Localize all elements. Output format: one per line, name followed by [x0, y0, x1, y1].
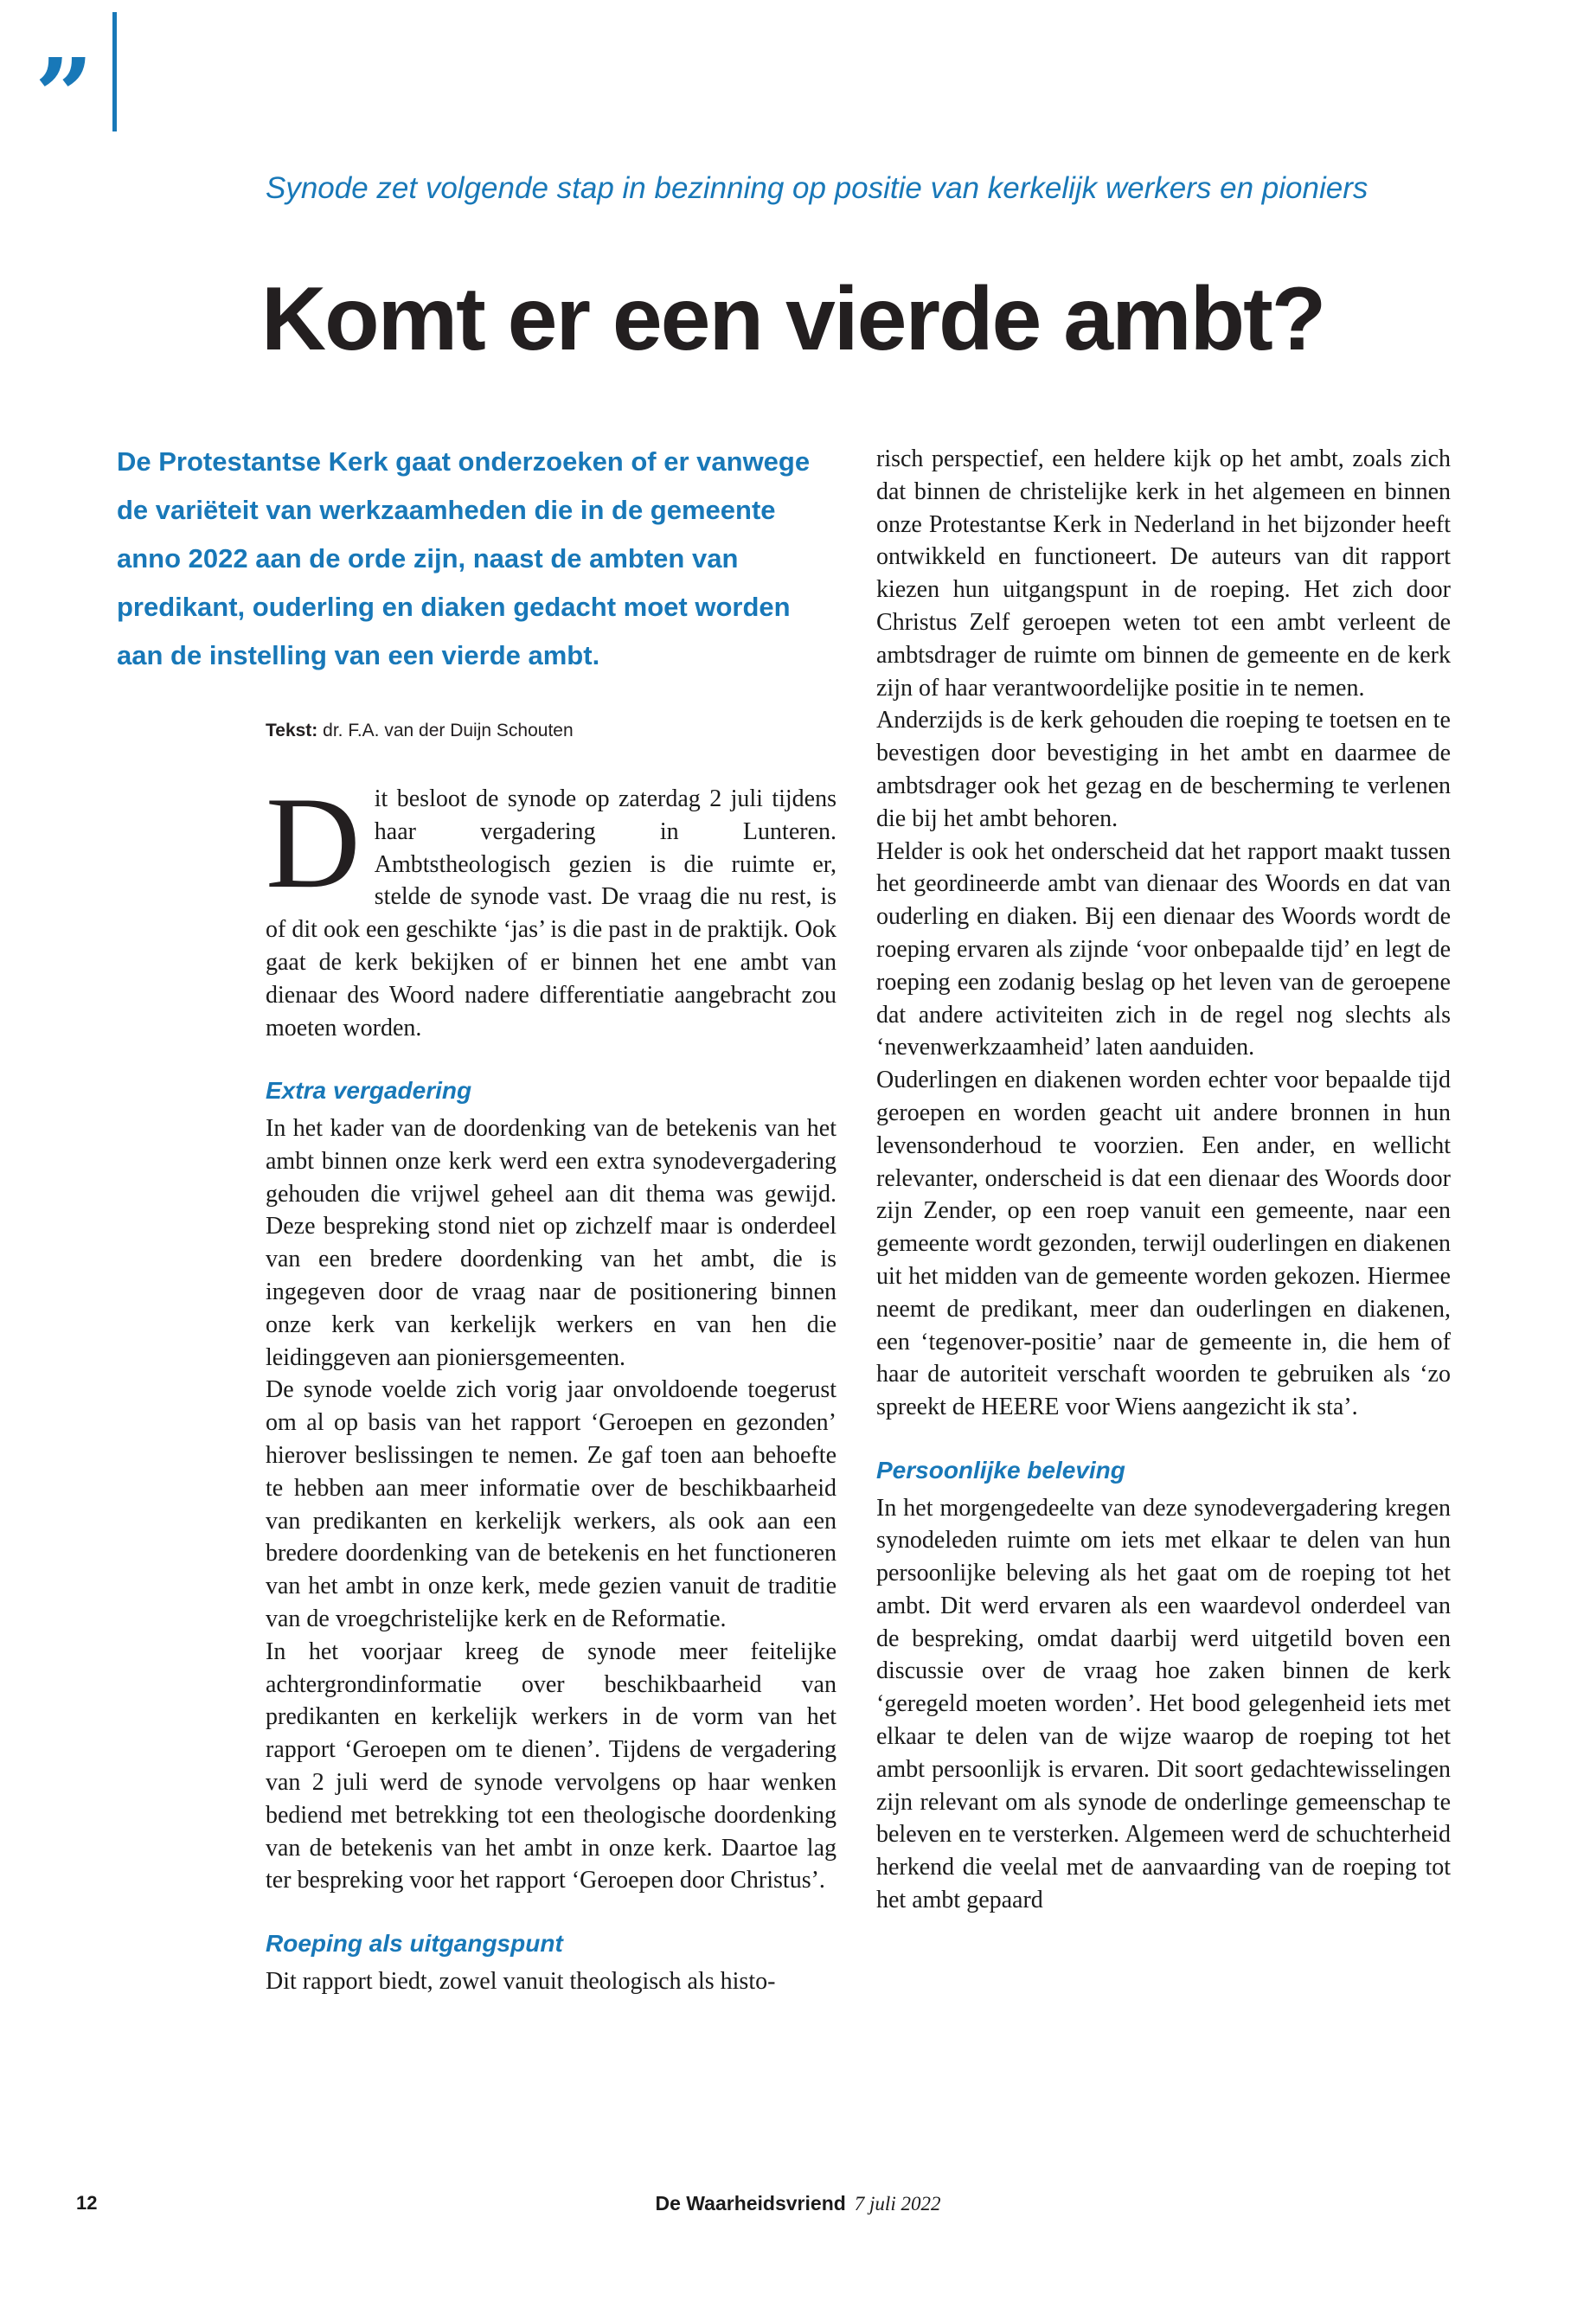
byline [266, 721, 574, 741]
kicker: Synode zet volgende stap in bezinning op positie van kerkelijk werkers en pioniers [266, 171, 1368, 205]
paragraph: De synode voelde zich vorig jaar onvoldoende toegerust om al op basis van het rapport ‘Geroepen en gezonden’ hierover beslissingen te nemen. Ze gaf toen aan behoefte te hebben aan meer informatie over de beschikbaarheid van predikanten en kerkelijk werkers, als ook aan een bredere doordenking van de betekenis en het functioneren van het ambt in onze kerk, mede gezien vanuit de traditie van de vroegchristelijke kerk en de Reformatie. [266, 1376, 836, 1632]
left-column [266, 770, 836, 1997]
paragraph: In het voorjaar kreeg de synode meer feitelijke achtergrondinformatie over beschikbaarheid van predikanten en kerkelijk werkers in de vorm van het rapport ‘Geroepen om te dienen’. Tijdens de vergadering van 2 juli werd de synode vervolgens op haar wenken bediend met betrekking tot een theologische doordenking van de betekenis van het ambt in onze kerk. Daartoe lag ter bespreking voor het rapport ‘Geroepen door Christus’. [266, 1638, 836, 1894]
paragraph: risch perspectief, een heldere kijk op het ambt, zoals zich dat binnen de christelijke kerk in het algemeen en binnen onze Protestantse Kerk in Nederland in het bijzonder heeft ontwikkeld en functioneert. De auteurs van dit rapport kiezen hun uitgangspunt in de roeping. Het zich door Christus Zelf geroepen weten tot een ambt verleent de ambtsdrager de ruimte om binnen de gemeente en de kerk zijn of haar verantwoordelijke positie in te nemen. [876, 445, 1451, 702]
paragraph: Anderzijds is de kerk gehouden die roeping te toetsen en te bevestigen door bevestiging in het ambt en daarmee de ambtsdrager ook het gezag en de bescherming te verlenen die bij het ambt behoren. [876, 707, 1451, 832]
page-footer [0, 2192, 1596, 2215]
pull-quote-icon: ” [35, 35, 93, 156]
section-heading-persoonlijke-beleving: Persoonlijke beleving [876, 1456, 1125, 1484]
page-number: 12 [76, 2192, 98, 2214]
paragraph: Helder is ook het onderscheid dat het rapport maakt tussen het geordineerde ambt van dienaar des Woords en dat van ouderling en diaken. Bij een dienaar des Woords wordt de roeping ervaren als zijnde ‘voor onbepaalde tijd’ en legt de roeping een zodanig beslag op het leven van de geroepene dat andere activiteiten zich in de regel nog slechts als ‘nevenwerkzaamheid’ laten aanduiden. [876, 837, 1451, 1061]
vertical-rule [112, 12, 117, 131]
section-heading-extra-vergadering: Extra vergadering [266, 1077, 472, 1105]
paragraph: Dit rapport biedt, zowel vanuit theologisch als histo- [266, 1967, 776, 1995]
intro-paragraph [266, 770, 836, 1044]
paragraph: In het kader van de doordenking van de betekenis van het ambt binnen onze kerk werd een extra synodevergadering gehouden die vrijwel geheel aan dit thema was gewijd. Deze bespreking stond niet op zichzelf maar is onderdeel van een bredere doordenking van het ambt, die is ingegeven door de vraag naar de positionering binnen onze kerk van kerkelijk werkers en van hen die leidinggeven aan pioniersgemeenten. [266, 1114, 836, 1371]
issue-date: 7 juli 2022 [854, 2193, 941, 2214]
intro-text: it besloot de synode op zaterdag 2 juli tijdens haar vergadering in Lunteren. Ambtstheologisch gezien is die ruimte er, stelde de synode vast. De vraag die nu rest, is of dit ook een geschikte ‘jas’ is die past in de praktijk. Ook gaat de kerk bekijken of er binnen het ene ambt van dienaar des Woord nadere differentiatie aangebracht zou moeten worden. [266, 785, 836, 1042]
article-title: Komt er een vierde ambt? [261, 269, 1325, 369]
footer-center [0, 2192, 1596, 2215]
byline-label: Tekst: [266, 721, 318, 740]
paragraph: Ouderlingen en diakenen worden echter voor bepaalde tijd geroepen en worden geacht uit andere bronnen in hun levensonderhoud te voorzien. Een ander, en wellicht relevanter, onderscheid is dat een dienaar des Woords door zijn Zender, op een roep vanuit een gemeente, naar een gemeente wordt gezonden, terwijl ouderlingen en diakenen uit het midden van de gemeente worden gekozen. Hiermee neemt de predikant, meer dan ouderlingen en diakenen, een ‘tegenover-positie’ naar de gemeente in, die hem of haar de autoriteit verschaft woorden te gebruiken als ‘zo spreekt de HEERE voor Wiens aangezicht ik sta’. [876, 1067, 1451, 1421]
dropcap: D [266, 770, 361, 915]
right-column [876, 443, 1451, 1917]
magazine-title: De Waarheidsvriend [655, 2192, 846, 2214]
lead-paragraph: De Protestantse Kerk gaat onderzoeken of er vanwege de variëteit van werkzaamheden die in de gemeente anno 2022 aan de orde zijn, naast de ambten van predikant, ouderling en diaken gedacht moet worden aan de instelling van een vierde ambt. [117, 446, 811, 670]
byline-author: dr. F.A. van der Duijn Schouten [323, 721, 574, 740]
section-heading-roeping: Roeping als uitgangspunt [266, 1930, 563, 1958]
paragraph: In het morgengedeelte van deze synodevergadering kregen synodeleden ruimte om iets met elkaar te delen van hun persoonlijke beleving als het gaat om de roeping tot het ambt. Dit werd ervaren als een waardevol onderdeel van de bespreking, omdat daarbij werd uitgetild boven een discussie over de vraag hoe zaken binnen de kerk ‘geregeld moeten worden’. Het bood gelegenheid iets met elkaar te delen van de wijze waarop de roeping tot het ambt persoonlijk is ervaren. Dit soort gedachtewisselingen zijn relevant om als synode de onderlinge gemeenschap te beleven en te versterken. Algemeen werd de schuchterheid herkend die veelal met de aanvaarding van de roeping tot het ambt gepaard [876, 1494, 1451, 1914]
